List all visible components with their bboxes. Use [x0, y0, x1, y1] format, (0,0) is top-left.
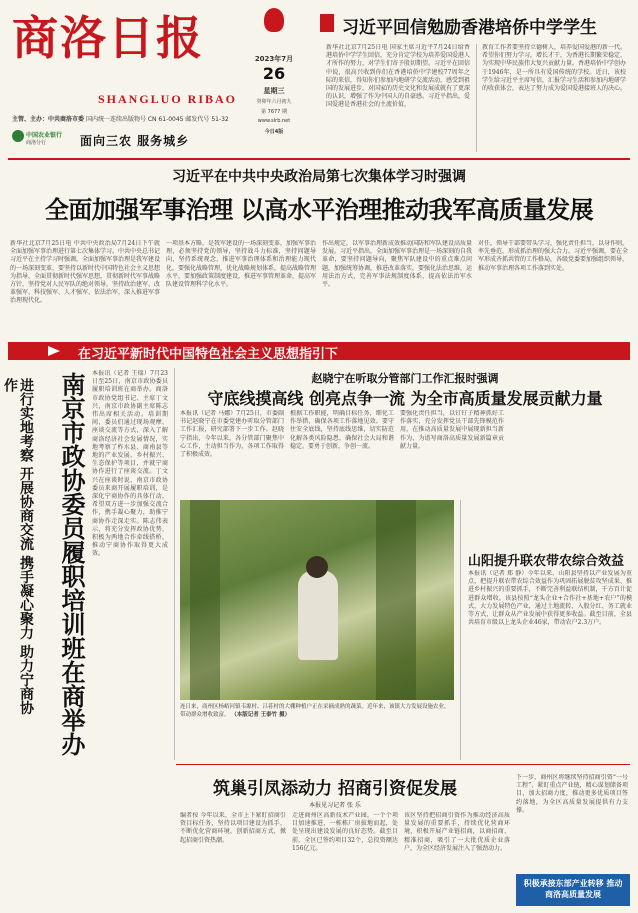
- section-rule: [176, 764, 630, 765]
- middle-story-kicker: 赵晓宁在听取分管部门工作汇报时强调: [311, 372, 499, 385]
- column-divider: [476, 44, 477, 152]
- slogan-text: 面向三农 服务城乡: [80, 134, 190, 148]
- photo-caption: 连日来，商州区杨峪河镇韦塬村、吕荪村的大棚种植户正在采摘成熟的蔬菜。近年来，该镇大力发展设施农业，带动群众增收致富。 （本版记者 王泰竹 摄）: [180, 704, 450, 718]
- banner-text: 在习近平新时代中国特色社会主义思想指引下: [78, 347, 339, 362]
- bottom-story-byline: 本报见习记者 张 乐: [309, 802, 361, 809]
- column-divider: [460, 500, 461, 760]
- photo-person: [298, 570, 338, 660]
- masthead-sponsor: 主管、主办：中共商洛市委 国内统一连续出版物号 CN 61-0045 邮发代号 51-32: [12, 116, 229, 123]
- top-story-title: [320, 12, 630, 36]
- issue-number: 第 7677 期: [261, 109, 287, 115]
- bank-name: 中国农业银行: [26, 132, 63, 139]
- theme-banner: [8, 342, 630, 360]
- lead-story-col3: 作出规定，以军事治理新成效推动国防和军队建设高质量发展。习近平指出，全面加强军事治理是一场深刻的自我革命，要坚持问题导向，聚焦军队建设中的重点难点问题，加强统筹协调，推进改革落实，要强化法治思维，运用法治方式，完善军事法规制度体系，提高依法治军水平。: [322, 240, 472, 289]
- slogan-strip: [80, 132, 230, 148]
- photo-vine-right: [376, 500, 416, 700]
- lead-story-col2: 一项基本方略，是我军建设的一场深刻变革，加强军事治理，必须坚持党的领导，坚持战斗力标准，坚持问题导向，坚持系统观念，推进军事治理体系和治理能力现代化。要强化战略管理，优化战略规划体系，提高战略管理水平，要加强政策制度建设，推进军事管理革命，提高军队建设管理科学化水平。: [166, 240, 316, 289]
- date-weekday: 星期三: [263, 87, 285, 95]
- left-story-headline: 南京市政协委员履职培训班在商举办: [57, 372, 85, 756]
- masthead-rule: [8, 158, 630, 160]
- date-lunar: 癸卯年六月初九: [256, 99, 292, 105]
- lead-story-col1: 新华社北京7月25日电 中共中央政治局7月24日下午就全面加强军事治理进行第七次集体学习。中共中央总书记习近平在主持学习时强调，全面加强军事治理是我军建设的一场深刻变革，要坚持以新时代中国特色社会主义思想为指导，全面贯彻新时代强军思想，贯彻新时代军事战略方针，坚持党对人民军队的绝对领导，坚持政治建军、改革强军、科技强军、人才强军、依法治军，深入推进军事治理现代化。: [10, 240, 160, 305]
- bank-emblem-icon: [12, 130, 24, 142]
- page-count: 今日4版: [264, 129, 284, 135]
- left-story-body: 本报讯（记者 王瑞）7月23日至25日，南京市政协委员履职培训班在商举办。商洛市政协党组书记、主席丁文兴，南京市政协副主席陈志伟出席相关活动。培训期间，委员们通过现场观摩、座谈交流等方式，深入了解商洛经济社会发展情况，实地考察了柞水县、商南县等地的产业发展、乡村振兴、生态保护等项目，并就宁商协作进行了座谈交流。丁文兴在座谈时说，南京市政协委员来商开展履职培训，是深化宁商协作的具体行动，希望双方进一步加强交流合作，携手凝心聚力，助推宁商协作走深走实。陈志伟表示，将充分发挥政协优势，积极为两地合作牵线搭桥，推动宁商协作取得更大成效。: [92, 370, 168, 558]
- bank-branch: 商洛分行: [26, 140, 47, 146]
- bank-logo: [12, 128, 68, 152]
- date-day: 26: [262, 64, 286, 83]
- middle-story-headline: 守底线摸高线 创亮点争一流 为全市高质量发展贡献力量: [207, 389, 603, 408]
- bottom-story-headline: 筑巢引凤添动力 招商引资促发展: [213, 779, 457, 799]
- lead-story-headline: 全面加强军事治理 以高水平治理推动我军高质量发展: [44, 196, 594, 224]
- photo-person-head: [306, 556, 328, 578]
- bottom-story-col3: 该区坚持把招商引资作为推动经济高质量发展的重要抓手，持续优化营商环境，积极开展产业链招商，以商招商、精准招商，吸引了一大批优质企业落户，为全区经济发展注入了强劲动力。: [404, 812, 510, 852]
- middle-story-col3: 要强化责任担当，以钉钉子精神抓好工作落实，充分发挥党员干部先锋模范作用，在推动高质量发展中展现新担当新作为，为谱写商洛高质量发展新篇章贡献力量。: [400, 410, 504, 450]
- photo-vine-left: [190, 500, 220, 700]
- top-story-col2: 教育工作者要坚持立德树人，培养爱国爱港的新一代。希望你们努力学习，增长才干，为香港长期繁荣稳定、为实现中华民族伟大复兴贡献力量。香港培侨中学创办于1946年，是一所具有爱国传统的学校。近日，该校学生给习近平主席写信，汇报学习生活和参加内地研学的收获体会，表达了努力成为爱国爱港接班人的决心。: [482, 44, 626, 93]
- right-story-headline: 山阳提升联农带农综合效益: [468, 554, 625, 569]
- middle-story-col1: 本报讯（记者 马娜）7月25日，市委副书记赵晓宁在市委党建办听取分管部门工作汇报，研究部署下一步工作。赵晓宁指出，今年以来，各分管部门聚焦中心工作，主动担当作为，各项工作取得了积极成效。: [180, 410, 284, 459]
- bottom-story-badge: 积极承接东部产业转移 推动商洛高质量发展: [516, 874, 630, 906]
- party-emblem-icon: [264, 8, 284, 32]
- masthead-pinyin: SHANGLUO RIBAO: [98, 92, 238, 106]
- middle-story-col2: 根据工作职能，明确目标任务，细化工作举措，确保各项工作落地见效。要守住安全底线，坚持底线思维，切实防范化解各类风险隐患，确保社会大局和谐稳定。要勇于创新，争创一流。: [290, 410, 394, 450]
- date-month: 2023年7月: [254, 55, 294, 63]
- website: www.slrb.net: [257, 118, 291, 124]
- top-story-headline: 习近平回信勉励香港培侨中学学生: [342, 18, 597, 38]
- right-story-body: 本报讯（记者 郑 静）今年以来，山阳县坚持以产业发展为重点，把提升联农带农综合效益作为巩固拓展脱贫攻坚成果、推进乡村振兴的重要抓手，不断完善利益联结机制，千方百计促进群众增收。该县按照“龙头企业+合作社+基地+农户”的模式，大力发展特色产业，通过土地流转、入股分红、务工就业等方式，让群众从产业发展中获得更多收益。截至目前，全县共培育市级以上龙头企业46家，带动农户2.3万户。: [468, 570, 632, 627]
- column-divider: [174, 368, 175, 760]
- bottom-story-col4: 下一步，商州区将继续坚持招商引资“一号工程”，紧盯重点产业链，精心谋划储备项目，加大招商力度，推动更多优质项目签约落地，为全区高质量发展提供有力支撑。: [516, 774, 628, 814]
- bottom-story-col1: 编者按 今年以来，全市上下紧盯招商引资目标任务，坚持以项目建设为抓手，不断优化营商环境，创新招商方式，掀起招商引资热潮。: [180, 812, 286, 844]
- lead-story-col4: 对任，领导干部要带头学习，强化责任担当，以身作则，率先垂范，形成抓治理的强大合力。习近平强调，要在全军形成齐抓共管的工作格局，各级党委要加强组织领导，推动军事治理各项工作落到实处。: [478, 240, 628, 272]
- news-photo: [180, 500, 454, 700]
- bottom-story-col2: 走进商州区高新技术产业园，一个个项目加速推进，一栋栋厂房拔地而起，处处呈现出建设发展的良好态势。截至目前，全区已签约项目32个，总投资额达156亿元。: [292, 812, 398, 852]
- banner-arrow-icon: [48, 346, 60, 356]
- masthead-title: 商洛日报: [12, 11, 204, 65]
- left-story-kicker: 进行实地考察 开展协商交流 携手凝心聚力 助力宁商协作: [2, 378, 34, 715]
- date-box: [240, 6, 308, 152]
- top-story-col1: 新华社北京7月25日电 国家主席习近平7月24日给香港培侨中学学生回信，充分肯定学校为培养爱国爱港人才所作的努力，对学生们寄予殷切期望。习近平在回信中说，很高兴收到你们在香港培侨中学建校77周年之际的来信，得知你们参加内地研学交流活动，感受到祖国的发展进步，对国家的历史文化和发展成就有了更深的认识，增强了作为中国人的自豪感。习近平指出，爱国爱港是香港社会的主流价值，: [326, 44, 470, 109]
- lead-story-kicker: 习近平在中共中央政治局第七次集体学习时强调: [172, 169, 466, 185]
- top-story-marker: [320, 14, 334, 32]
